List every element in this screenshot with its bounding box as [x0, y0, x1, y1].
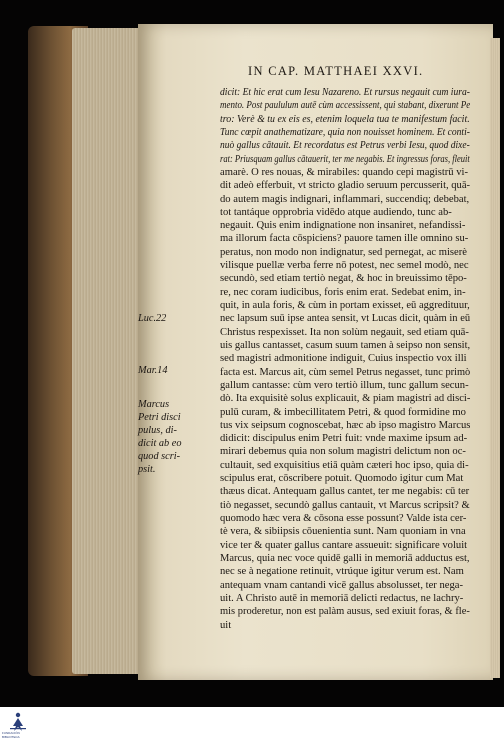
text-line: vice ter & quater gallus cantare assueuit: significare voluit: [220, 539, 468, 551]
margin-note-pulus: pulus, di-: [138, 425, 177, 436]
text-line: dit adeò efferbuit, vt stricto gladio seruum percusserit, quā-: [220, 180, 471, 192]
text-line: ma illorum facta cōspiciens? pauore tamen ille omnino su-: [220, 233, 469, 245]
text-line: dicit: Et hic erat cum Iesu Nazareno. Et rursus negauit cum iura-: [220, 87, 470, 98]
text-line: thæus dicat. Antequam gallus cantet, ter me negabis: cū ter: [220, 486, 470, 498]
text-line: tot tantáque opprobria vidēdo atque audiendo, tunc ab-: [220, 206, 452, 218]
text-line: nec se à negatione retinuit, vtrúque igitur verum est. Nam: [220, 566, 464, 578]
logo-caption-line-2: BIBLIOTECA: [2, 735, 20, 739]
text-line: quit, in aula foris, & cùm in portam exisset, eū aggredituur,: [220, 300, 470, 311]
text-line: uis gallus cantasset, casum suum tamen à seipso non sensit,: [220, 339, 471, 351]
text-line: do autem magis indignari, inflammari, succendiq; debebat,: [220, 193, 470, 205]
margin-note-petri: Petri disci: [138, 412, 181, 423]
text-line: Christus respexisset. Ita non solùm negauit, sed etiam quā-: [220, 326, 469, 338]
margin-note-dicit: dicit ab eo: [138, 438, 182, 449]
text-line: amarè. O res nouas, & mirabiles: quando cepi magistrū vi-: [220, 166, 469, 178]
margin-note-mar: Mar.14: [138, 365, 168, 376]
text-line: didicit: discipulus enim Petri fuit: vnde maxime ipsum ad-: [220, 433, 468, 445]
logo-caption: [2, 731, 20, 739]
viewer-footer: [0, 707, 504, 739]
text-line: facta est. Marcus ait, cùm semel Petrus negasset, tunc primò: [220, 366, 471, 378]
text-line: mirari debemus quia non solum magistri delictum non oc-: [220, 446, 466, 458]
text-line: nuò gallus cātauit. Et recordatus est Petrus verbi Iesu, quod dixe-: [220, 140, 470, 152]
text-line: dò. Ita exquisitè solus explicauit, & piam magistri ad disci-: [220, 393, 471, 405]
text-line: tiò negasset, secundò gallus cantauit, vt Marcus scripsit? &: [220, 499, 470, 511]
running-head: IN CAP. MATTHAEI XXVI.: [248, 64, 424, 78]
text-line: tro: Verè & tu ex eis es, etenim loquela tua te manifestum facit.: [220, 113, 470, 125]
text-line: peratus, non modo non indignatur, sed pernegat, ac miserè: [220, 246, 467, 258]
text-line: scipulus erat, cōscribere potuit. Quomodo igitur cum Mat: [220, 473, 464, 485]
text-line: mis proderetur, non est palàm ausus, sed exiuit foras, & fle-: [220, 606, 470, 618]
text-line: uit: [220, 619, 232, 631]
text-line: rat: Priusquam gallus cātauerit, ter me negabis. Et ingressus foras, fleuit: [220, 153, 470, 165]
text-line: secundò, sed etiam tertiò negat, & hoc in breuissimo tēpo-: [220, 273, 467, 285]
text-line: Marcus, quia nec voce quidē galli in memoriā adductus est,: [220, 552, 470, 564]
text-line: negauit. Quis enim indignatione non insaniret, nefandissi-: [220, 220, 466, 232]
book: [28, 18, 500, 678]
page-fore-edge: [72, 28, 144, 674]
text-line: sed magistri admonitione indiguit, Cuius inspectio vox illi: [220, 353, 467, 365]
body-text: [220, 86, 470, 632]
text-line: gallum cantasse: cùm vero tertiò illum, tunc gallum secun-: [220, 379, 469, 391]
text-line: nec lapsum suū ipse antea sensit, vt Lucas dicit, quàm in eū: [220, 313, 471, 325]
text-line: cultauit, sed exquisitius etiā quàm cæteri hoc ipso, quia di-: [220, 459, 469, 471]
text-line: antequam vnam cantandi vicē gallus absolusset, ter nega-: [220, 579, 463, 591]
text-line: quomodo hæc vera & cōsona esse possunt? Valde ista cer-: [220, 513, 467, 524]
text-line: re, nec coram iudicibus, foris enim erat. Sedebat enim, in-: [220, 286, 466, 298]
margin-note-luc: Luc.22: [138, 313, 167, 324]
margin-note-marcus: Marcus: [138, 399, 170, 410]
text-line: Tunc cœpit anathematizare, quia non nouisset hominem. Et conti-: [220, 126, 470, 138]
page-right-edge: [490, 38, 500, 678]
margin-note-quod: quod scri-: [138, 451, 181, 462]
logo-caption-line-1: FUNDACIÓN: [2, 731, 20, 735]
book-page: [138, 24, 493, 680]
text-line: pulū curam, & imbecillitatem Petri, & quod formidine mo: [220, 406, 466, 418]
text-line: mento. Post paululum autē cùm accessissent, qui stabant, dixerunt Pe: [220, 100, 471, 112]
text-line: vilisque puellæ verba ferre nō potest, nec semel modò, nec: [220, 260, 469, 272]
text-line: uit. A Christo autē in memoriā delicti redactus, ne lachry-: [220, 592, 464, 604]
text-line: tè vera, & sibiipsis cōuenientia sunt. Nam quoniam in vna: [220, 526, 466, 538]
margin-note-psit: psit.: [138, 464, 156, 475]
text-line: tus vix seipsum cognoscebat, hæc ab ipso magistro Marcus: [220, 419, 471, 431]
